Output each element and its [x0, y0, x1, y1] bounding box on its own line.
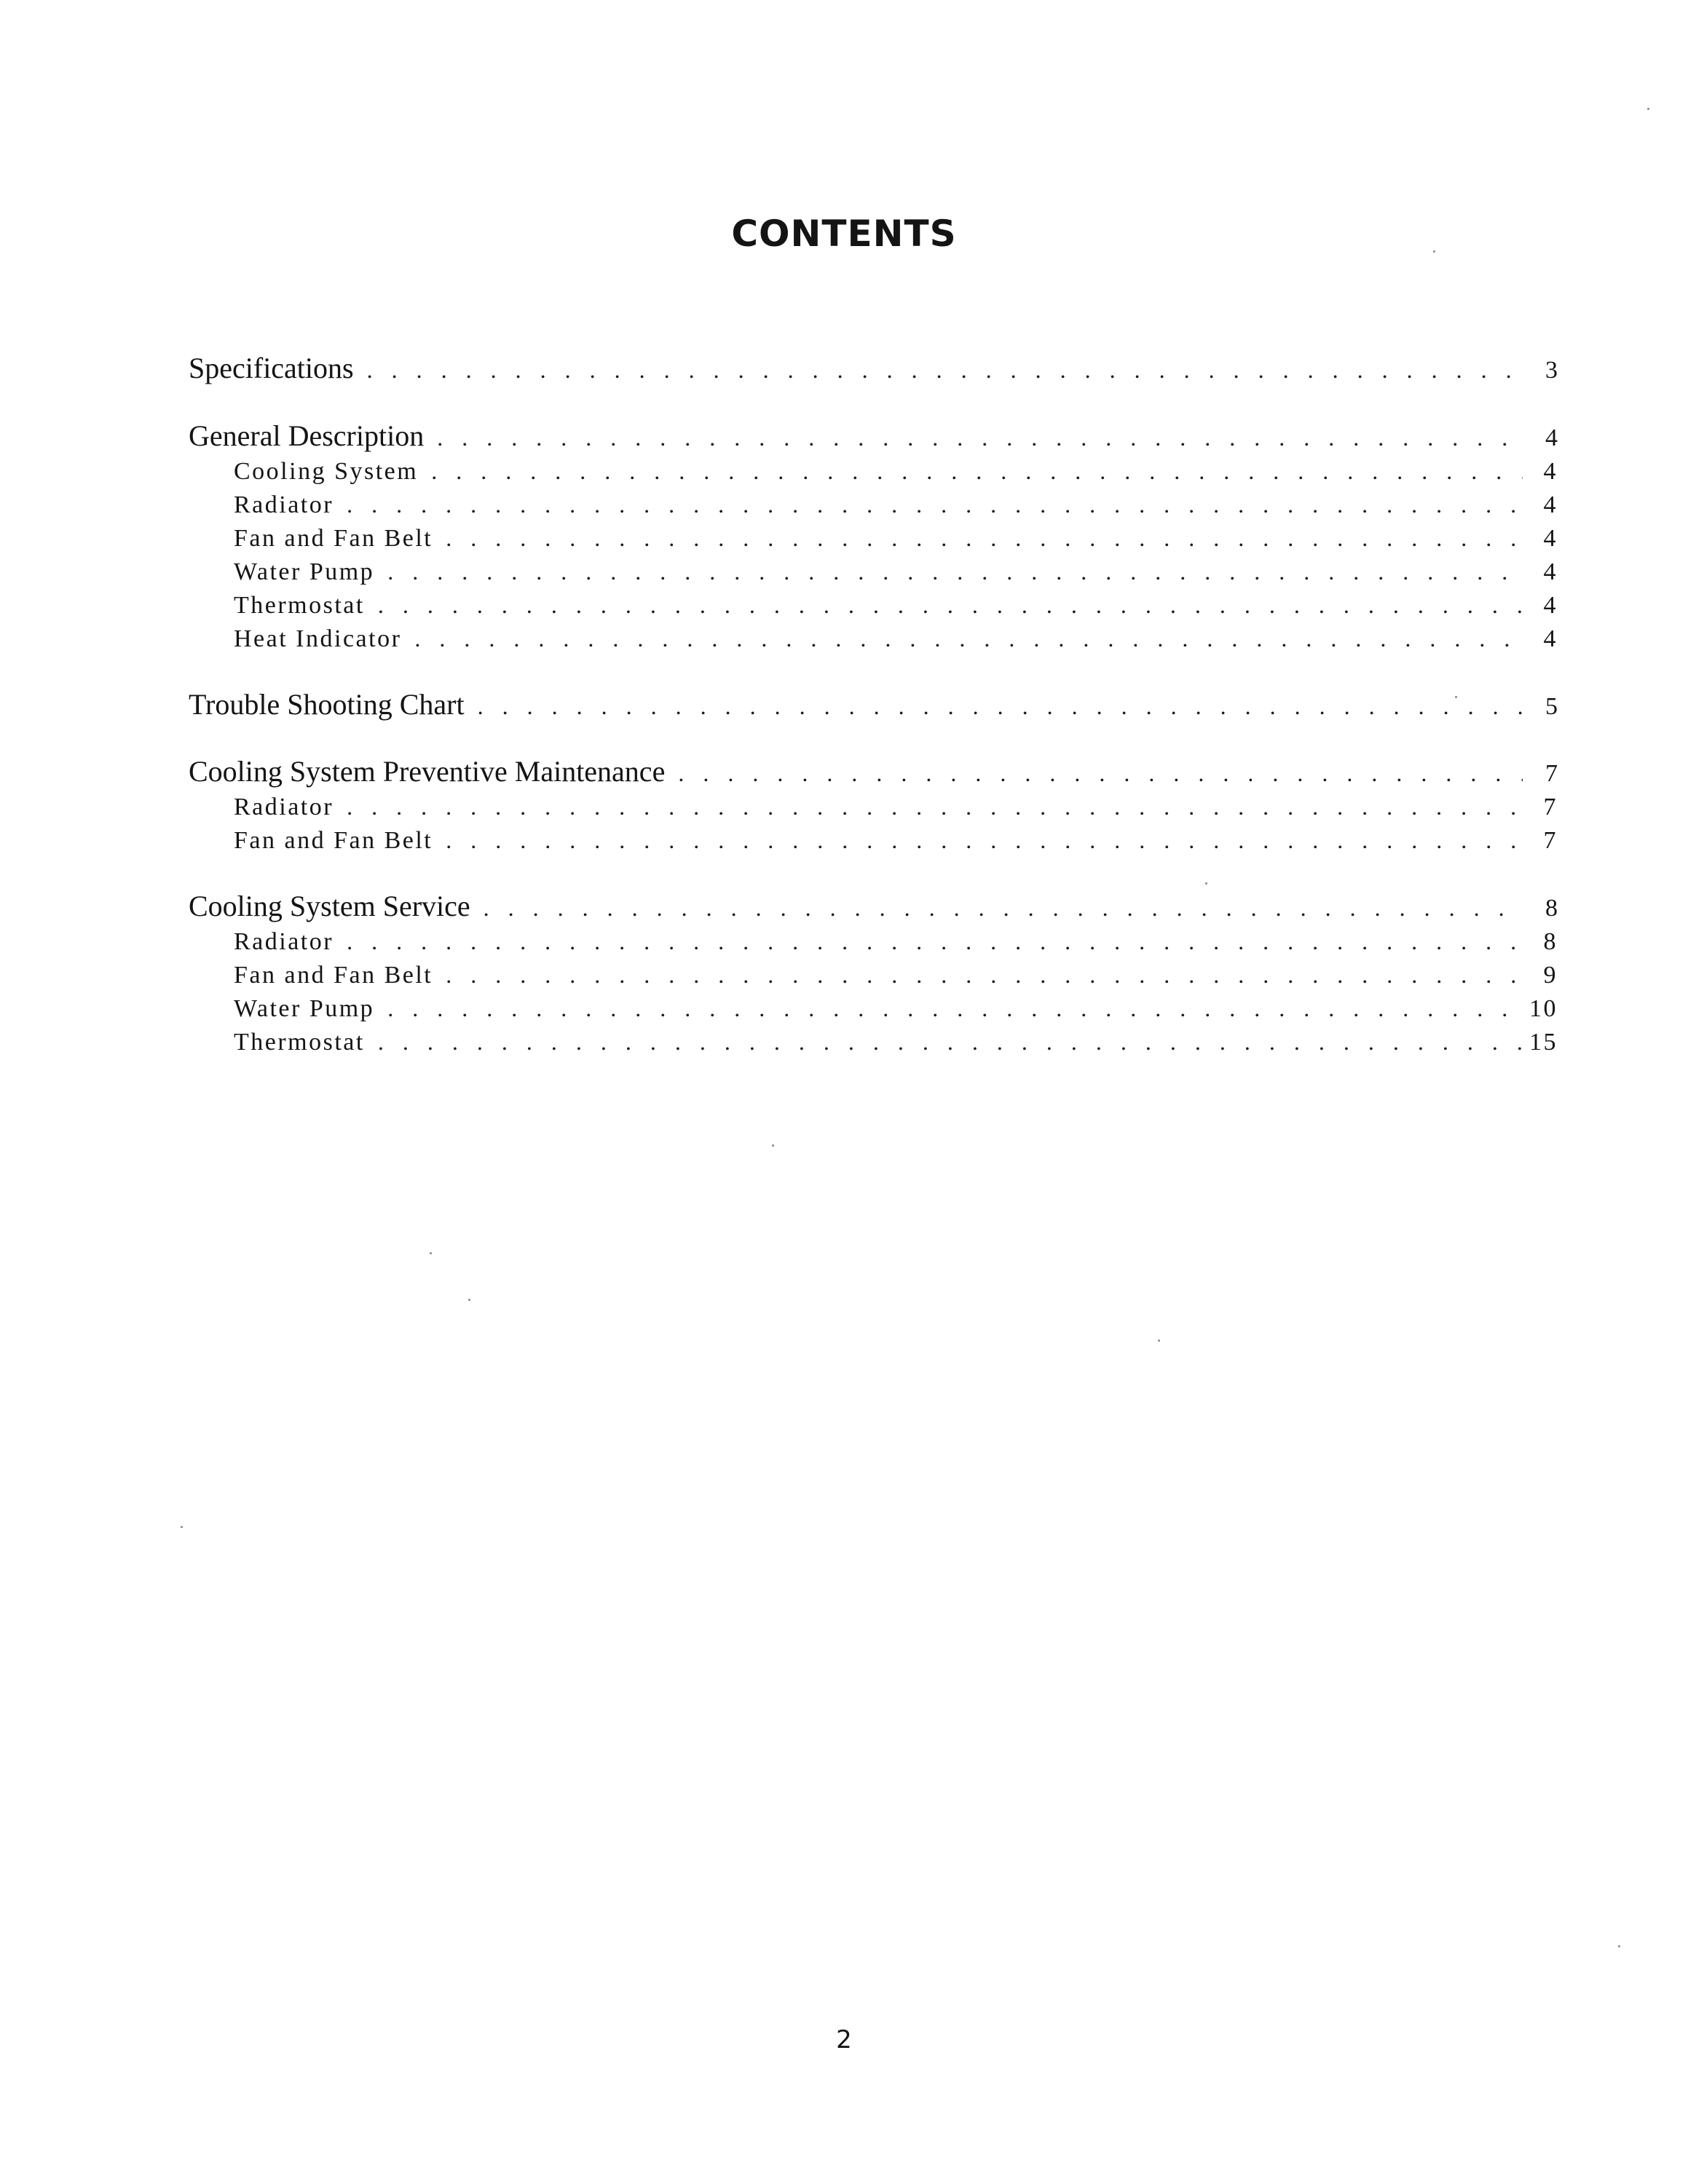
table-of-contents — [189, 0, 1558, 2184]
toc-page-number: 7 — [1543, 827, 1558, 854]
toc-page-number: 8 — [1543, 928, 1558, 955]
dot-leader — [367, 358, 1523, 381]
scan-speck — [1158, 1340, 1160, 1342]
toc-page-number: 15 — [1529, 1029, 1558, 1056]
toc-page-number: 3 — [1545, 357, 1558, 384]
scan-speck — [1647, 108, 1649, 110]
toc-entry-title: Cooling System — [234, 458, 419, 485]
scan-speck — [430, 1252, 432, 1254]
toc-entry-specifications[interactable] — [189, 342, 1558, 383]
scan-speck — [468, 1299, 470, 1301]
scan-speck — [1433, 250, 1435, 253]
dot-leader — [378, 1030, 1523, 1053]
toc-entry-title: Thermostat — [234, 1029, 365, 1056]
toc-entry-title: Radiator — [234, 928, 334, 955]
scan-speck — [1455, 696, 1457, 698]
page-title: CONTENTS — [731, 213, 957, 255]
toc-subentry-thermostat[interactable] — [189, 1014, 1558, 1055]
toc-entry-title: Cooling System Preventive Maintenance — [189, 755, 666, 788]
scan-speck — [772, 1144, 774, 1147]
toc-page-number: 4 — [1543, 558, 1558, 585]
toc-page-number: 4 — [1543, 491, 1558, 518]
toc-subentry-fan-and-fan-belt[interactable] — [189, 812, 1558, 853]
toc-entry-title: Fan and Fan Belt — [234, 962, 433, 989]
toc-page-number: 4 — [1543, 525, 1558, 552]
dot-leader — [478, 695, 1523, 718]
toc-page-number: 7 — [1543, 794, 1558, 820]
toc-page-number: 5 — [1545, 693, 1558, 720]
toc-page-number: 4 — [1543, 625, 1558, 652]
toc-page-number: 4 — [1543, 592, 1558, 619]
toc-entry-trouble-shooting-chart[interactable] — [189, 678, 1558, 719]
scan-speck — [1205, 882, 1207, 885]
footer-page-number: 2 — [836, 2025, 852, 2054]
toc-page-number: 8 — [1545, 895, 1558, 922]
toc-entry-title: Water Pump — [234, 558, 375, 585]
toc-entry-title: Specifications — [189, 352, 354, 384]
toc-entry-title: Heat Indicator — [234, 625, 402, 652]
toc-entry-title: Fan and Fan Belt — [234, 827, 433, 854]
toc-page-number: 10 — [1529, 995, 1558, 1022]
toc-page-number: 7 — [1545, 760, 1558, 787]
toc-page-number: 4 — [1543, 458, 1558, 485]
toc-entry-title: Radiator — [234, 794, 334, 820]
dot-leader — [414, 627, 1523, 650]
toc-entry-title: Radiator — [234, 491, 334, 518]
toc-page-number: 9 — [1543, 962, 1558, 989]
toc-entry-title: General Description — [189, 419, 425, 452]
toc-entry-title: Trouble Shooting Chart — [189, 688, 465, 721]
toc-entry-title: Water Pump — [234, 995, 375, 1022]
dot-leader — [446, 828, 1523, 852]
toc-subentry-heat-indicator[interactable] — [189, 611, 1558, 652]
toc-entry-title: Fan and Fan Belt — [234, 525, 433, 552]
toc-entry-title: Thermostat — [234, 592, 365, 619]
scan-speck — [181, 1526, 183, 1528]
toc-page-number: 4 — [1545, 424, 1558, 451]
scan-speck — [1618, 1945, 1620, 1947]
toc-entry-title: Cooling System Service — [189, 890, 470, 922]
